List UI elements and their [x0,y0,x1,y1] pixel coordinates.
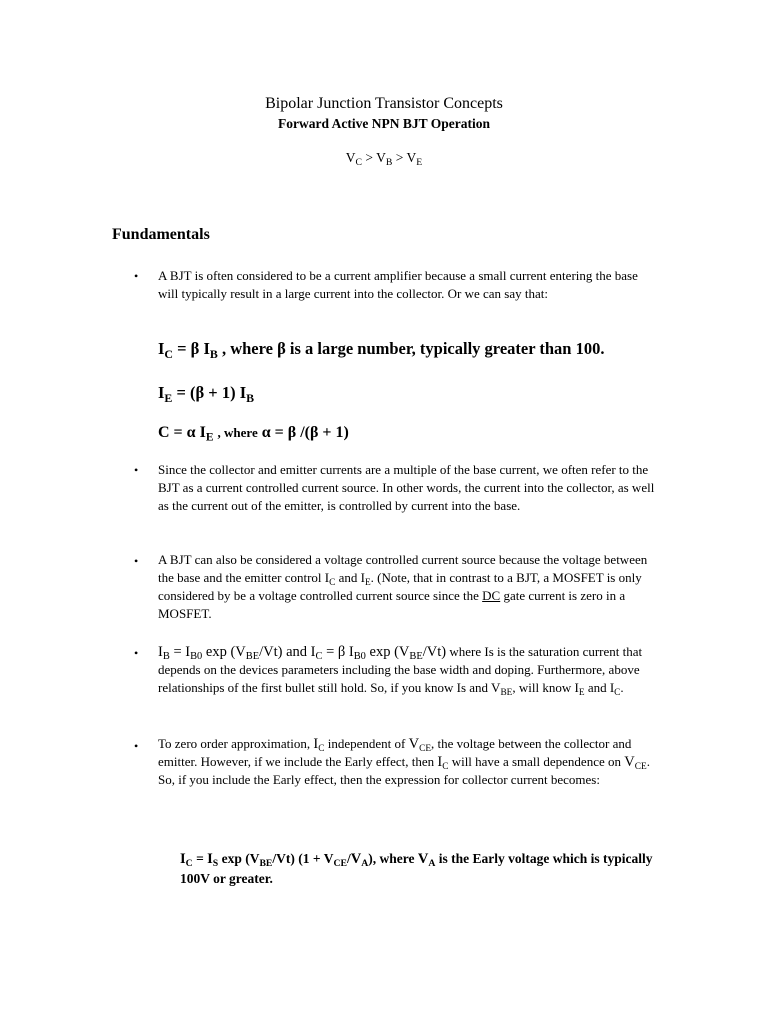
bullet-marker: • [134,646,139,660]
operating-condition: $V_C > V_B > V_E$ [345,150,423,169]
equation-alpha: C = α $I_E$ , where α = β /(β + 1) [158,424,349,444]
bullet-paragraph-5: To zero order approximation, $I_C$ independent of $V_{CE}$, the voltage between the collector and emitter. However, if we include the Early effect, then $I_C$ will have a small dependence on $V_{CE}$. So, if you include the Early effect, then the expression for collector current becomes: [158,736,650,787]
document-subtitle: Forward Active NPN BJT Operation [278,116,490,131]
section-heading: Fundamentals [112,226,210,243]
document-title: Bipolar Junction Transistor Concepts [265,95,503,112]
equation-emitter-current: $I_E = (\beta + 1)$ $I_B$ [158,383,255,405]
bullet-paragraph-2: Since the collector and emitter currents are a multiple of the base current, we often refer to the BJT as a current controlled current source. In other words, the current into the collector, as well as the current out of the emitter, is controlled by current into the base. [158,462,655,513]
bullet-marker: • [134,739,139,753]
bullet-marker: • [134,463,139,477]
bullet-paragraph-3: A BJT can also be considered a voltage controlled current source because the voltage between the base and the emitter control $I_C$ and $I_E$. (Note, that in contrast to a BJT, a MOSFET is only considered by be a voltage controlled current source since the DC gate current is zero in a MOSFET. [158,552,648,621]
bullet-paragraph-1: A BJT is often considered to be a current amplifier because a small current entering the base will typically result in a large current into the collector. Or we can say that: [158,268,638,301]
bullet-paragraph-4: $I_B = I_{B0}$ $\exp (V_{BE}/Vt)$ and $I_C = \beta$ $I_{B0}$ $\exp (V_{BE}/Vt)$ where Is is the saturation current that depends on the devices parameters including the base width and doping. Furthermore, above relationships of the first bullet still hold. So, if you know Is and $V_{BE}$, will know $I_E$ and $I_C$. [158,644,643,698]
bullet-marker: • [134,269,139,283]
bullet-marker: • [134,554,139,568]
equation-early-effect: $I_C = I_S$ $\exp (V_{BE}/Vt) (1 + V_{CE}/V_A)$, where $V_A$ is the Early voltage which is typically 100V or greater. [180,851,653,886]
equation-collector-current: $I_C = \beta$ $I_B$ , where β is a large number, typically greater than 100. [158,339,605,361]
